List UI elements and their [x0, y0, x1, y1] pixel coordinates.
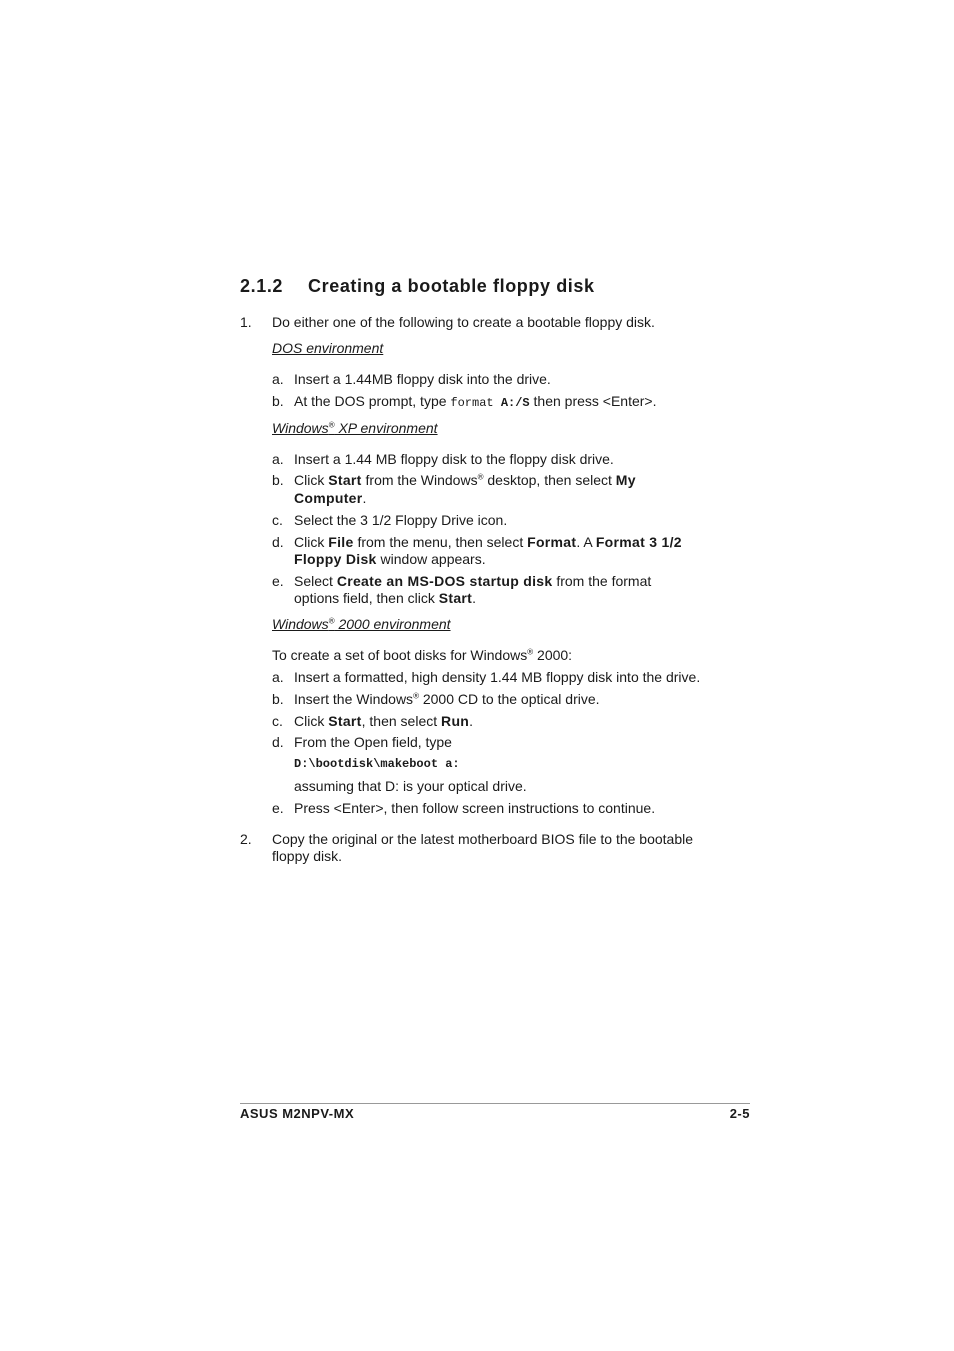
xp-b-line1	[294, 472, 636, 489]
xp-e-part3: options field, then click	[294, 590, 439, 606]
dos-format-command: format	[450, 396, 501, 410]
w2000-intro	[272, 647, 572, 664]
registered-mark: ®	[413, 691, 419, 701]
xp-d-part3: . A	[576, 534, 596, 550]
xp-d-part2: from the menu, then select	[353, 534, 528, 550]
xp-e-part1: Select	[294, 573, 337, 589]
w2000-d-note: assuming that D: is your optical drive.	[294, 778, 527, 794]
xp-heading-rest: XP environment	[334, 420, 438, 436]
footer-page-number: 2-5	[729, 1106, 750, 1121]
registered-mark: ®	[527, 647, 534, 657]
dos-b-part1: At the DOS prompt, type	[294, 393, 451, 409]
w2000-heading-windows: Windows	[272, 616, 329, 632]
dos-format-argument: A:/S	[500, 396, 530, 410]
xp-d-part1: Click	[294, 534, 329, 550]
w2000-b-part1: Insert the Windows	[294, 691, 414, 707]
w2000-c-part2: , then select	[361, 713, 442, 729]
w2000-e-letter: e.	[272, 800, 284, 816]
step-1-text: Do either one of the following to create a bootable floppy disk.	[272, 314, 655, 330]
step-1-number: 1.	[240, 314, 252, 330]
file-menu-label: File	[328, 534, 354, 550]
w2000-b-text	[294, 691, 600, 708]
xp-environment-heading	[272, 420, 438, 437]
dos-b-part2: then press <Enter>.	[529, 393, 657, 409]
w2000-intro-part2: 2000:	[533, 647, 573, 663]
xp-d-part4: window appears.	[376, 551, 486, 567]
footer-rule	[240, 1103, 750, 1104]
w2000-e-text: Press <Enter>, then follow screen instructions to continue.	[294, 800, 656, 816]
run-label: Run	[441, 713, 470, 729]
xp-e-part2: from the format	[552, 573, 652, 589]
step-2-number: 2.	[240, 831, 252, 847]
section-title: Creating a bootable floppy disk	[308, 276, 595, 296]
start-button-label: Start	[438, 590, 473, 606]
dos-b-text	[294, 393, 657, 412]
dos-environment-heading: DOS environment	[272, 340, 384, 356]
w2000-c-letter: c.	[272, 713, 283, 729]
xp-d-line2	[294, 551, 486, 568]
xp-a-text: Insert a 1.44 MB floppy disk to the floppy disk drive.	[294, 451, 614, 467]
step-2-line2: floppy disk.	[272, 848, 343, 864]
xp-e-letter: e.	[272, 573, 284, 589]
computer-label: Computer	[294, 490, 363, 506]
makeboot-command: D:\bootdisk\makeboot a:	[294, 757, 460, 771]
w2000-heading-rest: 2000 environment	[334, 616, 451, 632]
start-label: Start	[328, 472, 362, 488]
xp-e-line1	[294, 573, 651, 590]
registered-mark: ®	[477, 472, 484, 482]
msdos-startup-option-label: Create an MS-DOS startup disk	[336, 573, 553, 589]
section-number: 2.1.2	[240, 276, 284, 296]
xp-e-line2	[294, 590, 476, 607]
w2000-c-part1: Click	[294, 713, 329, 729]
dos-a-text: Insert a 1.44MB floppy disk into the drive.	[294, 371, 551, 387]
w2000-b-letter: b.	[272, 691, 284, 707]
xp-b-part2: from the Windows	[361, 472, 478, 488]
w2000-intro-part1: To create a set of boot disks for Windows	[272, 647, 528, 663]
registered-mark: ®	[328, 616, 335, 626]
registered-mark: ®	[328, 420, 335, 430]
format-label: Format	[527, 534, 577, 550]
w2000-a-text: Insert a formatted, high density 1.44 MB floppy disk into the drive.	[294, 669, 701, 685]
start-label: Start	[328, 713, 362, 729]
w2000-c-text	[294, 713, 473, 730]
w2000-environment-heading	[272, 616, 451, 633]
w2000-c-part3: .	[469, 713, 474, 729]
dos-a-letter: a.	[272, 371, 284, 387]
xp-heading-windows: Windows	[272, 420, 329, 436]
w2000-b-part2: 2000 CD to the optical drive.	[418, 691, 600, 707]
xp-c-text: Select the 3 1/2 Floppy Drive icon.	[294, 512, 508, 528]
xp-d-line1	[294, 534, 682, 551]
xp-b-letter: b.	[272, 472, 284, 488]
xp-b-part4: .	[362, 490, 367, 506]
format-window-label: Format 3 1/2	[595, 534, 682, 550]
footer-product-name: ASUS M2NPV-MX	[240, 1106, 355, 1121]
floppy-disk-label: Floppy Disk	[294, 551, 377, 567]
xp-a-letter: a.	[272, 451, 284, 467]
w2000-d-letter: d.	[272, 734, 284, 750]
xp-b-line2	[294, 490, 366, 507]
xp-e-part4: .	[472, 590, 477, 606]
step-2-line1: Copy the original or the latest motherboard BIOS file to the bootable	[272, 831, 694, 847]
xp-b-part1: Click	[294, 472, 329, 488]
xp-b-part3: desktop, then select	[483, 472, 616, 488]
xp-c-letter: c.	[272, 512, 283, 528]
w2000-a-letter: a.	[272, 669, 284, 685]
my-label: My	[615, 472, 636, 488]
xp-d-letter: d.	[272, 534, 284, 550]
dos-b-letter: b.	[272, 393, 284, 409]
section-heading	[240, 276, 595, 297]
w2000-d-text: From the Open field, type	[294, 734, 452, 750]
